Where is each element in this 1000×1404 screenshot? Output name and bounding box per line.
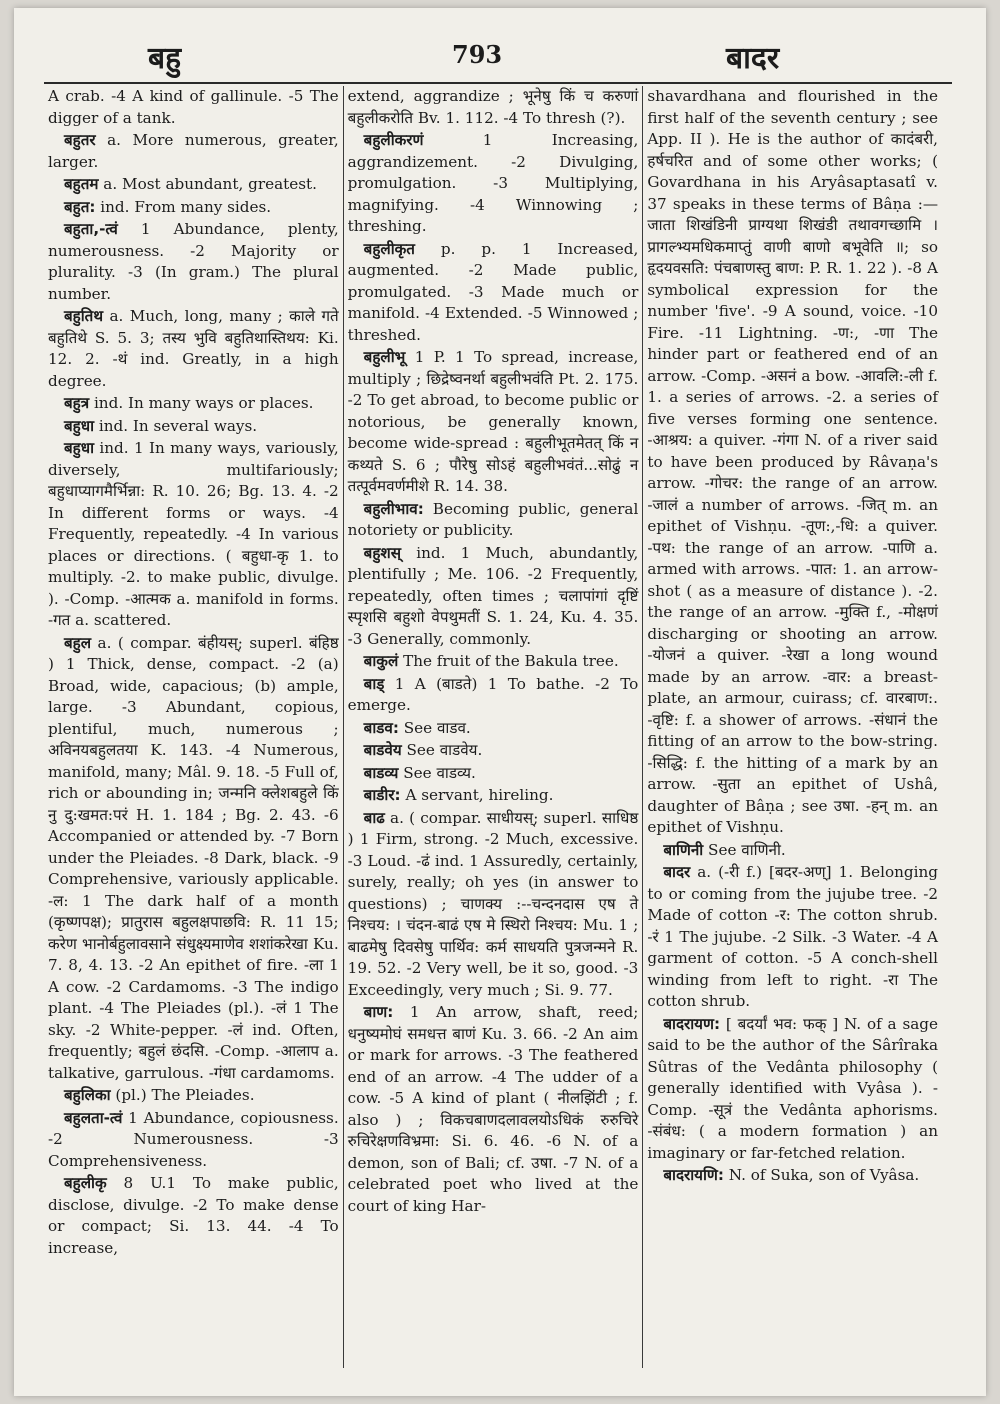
column-2 [343,86,643,1368]
dictionary-entry [647,840,938,862]
entry-headword: बहुधा [64,416,95,435]
page-number: 793 [452,40,503,69]
entry-definition: ind. In many ways or places. [89,394,314,412]
entry-headword: बहुलीकरणं [363,131,424,149]
dictionary-entry [48,1173,339,1259]
dictionary-entry [348,785,639,807]
entry-definition: ind. 1 Much, abundantly, plentifully ; Me. 106. -2 Frequently, repeatedly, often times ; चलापांगां दृष्टिं स्पृशसि बहुशो वेपथुमतीं S. 1. 24, Ku. 4. 35. -3 Generally, commonly. [347,543,639,648]
entry-headword: बाडव्य [363,763,399,782]
entry-definition: A crab. -4 A kind of gallinule. -5 The digger of a tank. [48,87,339,127]
entry-definition: [ बदर्यां भव: फक् ] N. of a sage said to be the author of the Sârîraka Sûtras of the Vedânta philosophy ( generally identified with Vyâsa ). -Comp. -सूत्रं the Vedânta aphorisms. -संबंध: ( a modern formation ) an imaginary or far-fetched relation. [647,1014,939,1162]
entry-definition: 1 Abundance, copiousness. -2 Numerousness. -3 Comprehensiveness. [48,1108,339,1170]
entry-definition: a. More numerous, greater, larger. [48,131,339,171]
entry-definition: The fruit of the Bakula tree. [398,652,619,670]
entry-definition: a. ( compar. साधीयस्; superl. साधिष्ठ ) 1 Firm, strong. -2 Much, excessive. -3 Loud. -ढं ind. 1 Assuredly, certainly, surely, really; oh yes (in answer to questions) ; चाणक्य :--चन्दनदास एष ते निश्चय: । चंदन-बाढं एष मे स्थिरो निश्चय: Mu. 1 ; बाढमेषु दिवसेषु पार्थिव: कर्म साधयति पुत्रजन्मने R. 19. 52. -2 Very well, be it so, good. -3 Exceedingly, very much ; Si. 9. 77. [347,808,639,999]
entry-headword: बाढ [363,808,385,827]
entry-headword: बाकुलं [363,652,399,670]
dictionary-entry [48,86,339,129]
entry-definition: shavardhana and flourished in the first half of the seventh century ; see App. II ). He is the author of कादंबरी, हर्षचरित and of some other works; ( Govardhana in his Aryâsaptasatî v. 37 speaks in these terms of Bâṇa :—जाता शिखंडिनी प्राग्यथा शिखंडी तथावगच्छामि । प्रागल्भ्यमधिकमाप्तुं वाणी बाणो बभूवेति ॥; so हृदयवसति: पंचबाणस्तु बाण: P. R. 1. 22 ). -8 A symbolical expression for the number 'five'. -9 A sound, voice. -10 Fire. -11 Lightning. -ण:, -णा The hinder part or feathered end of an arrow. -Comp. -असनं a bow. -आवलि:-ली f. 1. a series of arrows. -2. a series of five verses forming one sentence. -आश्रय: a quiver. -गंगा N. of a river said to have been produced by Râvaṇa's arrow. -गोचर: the range of an arrow. -जालं a number of arrows. -जित् m. an epithet of Vishṇu. -तूण:,-धि: a quiver. -पथ: the range of an arrow. -पाणि a. armed with arrows. -पात: 1. an arrow-shot ( as a measure of distance ). -2. the range of an arrow. -मुक्ति f., -मोक्षणं discharging or shooting an arrow. -योजनं a quiver. -रेखा a long wound made by an arrow. -वार: a breast-plate, an armour, cuirass; cf. वारबाण:. -वृष्टि: f. a shower of arrows. -संधानं the fitting of an arrow to the bow-string. -सिद्धि: f. the hitting of a mark by an arrow. -सुता an epithet of Ushâ, daughter of Bâṇa ; see उषा. -हन् m. an epithet of Vishṇu. [647,87,939,836]
entry-headword: बहुशस् [363,543,402,562]
entry-definition: A servant, hireling. [400,786,554,804]
entry-headword: बाण: [363,1003,394,1021]
left-running-headword: बहु [148,41,182,76]
dictionary-entry [348,86,639,129]
entry-headword: बहुलीकृ [64,1174,107,1192]
entry-definition: 8 U.1 To make public, disclose, divulge. -2 To make dense or compact; Si. 13. 44. -4 To increase, [48,1174,339,1257]
entry-headword: बहुलीभाव: [363,499,424,518]
dictionary-entry [348,130,639,238]
entry-headword: बहुतम [64,175,99,193]
entry-definition: (pl.) The Pleiades. [110,1086,255,1104]
entry-headword: बहुता,-त्वं [64,220,118,238]
entry-headword: बहुतिथ [64,307,104,325]
entry-definition: 1 P. 1 To spread, increase, multiply ; छिद्रेष्वनर्था बहुलीभवंति Pt. 2. 175. -2 To get abroad, to become public or notorious, be generally known, become wide-spread : बहुलीभूतमेतत् किं न कथ्यते S. 6 ; पौरेषु सोऽहं बहुलीभवंतं...सोढुं न तत्पूर्वमवर्णमीशे R. 14. 38. [347,348,639,495]
dictionary-entry [647,862,938,1013]
text-columns [44,86,942,1368]
dictionary-entry [48,130,339,173]
entry-definition: Becoming public, general notoriety or publicity. [347,499,639,539]
entry-definition: extend, aggrandize ; भूनेषु किं च करुणां बहुलीकरोति Bv. 1. 112. -4 To thresh (?). [347,87,639,127]
dictionary-entry [348,543,639,651]
entry-headword: बहुलीभू [363,348,406,366]
entry-headword: बहुत: [64,197,96,216]
dictionary-entry [348,499,639,542]
entry-definition: a. ( compar. बंहीयस्; superl. बंहिष्ठ ) 1 Thick, dense, compact. -2 (a) Broad, wide, capacious; (b) ample, large. -3 Abundant, copious, plentiful, much, numerous ; अविनयबहुलतया K. 143. -4 Numerous, manifold, many; Mâl. 9. 18. -5 Full of, rich or abounding in; जन्मनि क्लेशबहुले किं नु दु:खमत:परं H. 1. 184 ; Bg. 2. 43. -6 Accompanied or attended by. -7 Born under the Pleiades. -8 Dark, black. -9 Comprehensive, variously applicable. -ल: 1 The dark half of a month (कृष्णपक्ष); प्रातुरास बहुलक्षपाछवि: R. 11 15; करेण भानोर्बहुलावसाने संधुक्ष्यमाणेव शशांकरेखा Ku. 7. 8, 4. 13. -2 An epithet of fire. -ला 1 A cow. -2 Cardamoms. -3 The indigo plant. -4 The Pleiades (pl.). -लं 1 The sky. -2 White-pepper. -लं ind. Often, frequently; बहुलं छंदसि. -Comp. -आलाप a. talkative, garrulous. -गंधा cardamoms. [48,633,339,1082]
entry-headword: बादरायणि: [663,1166,724,1184]
entry-headword: बाडीर: [363,786,401,804]
entry-definition: See वाडवेय. [401,741,483,759]
page-header [14,8,986,84]
entry-headword: बहुलता-त्वं [64,1108,123,1127]
dictionary-entry [348,674,639,717]
dictionary-entry [647,1165,938,1187]
dictionary-page [14,8,986,1396]
entry-headword: बाडवेय [363,741,402,759]
entry-definition: ind. From many sides. [95,197,272,216]
entry-headword: बादर [663,863,691,881]
entry-definition: p. p. 1 Increased, augmented. -2 Made public, promulgated. -3 Made much or manifold. -4 Extended. -5 Winnowed ; threshed. [347,239,639,344]
entry-headword: बाडव: [363,718,399,737]
dictionary-entry [647,1014,938,1165]
dictionary-entry [348,740,639,762]
dictionary-entry [348,763,639,785]
dictionary-entry [348,718,639,740]
entry-definition: 1 An arrow, shaft, reed; धनुष्यमोघं समधत्त बाणं Ku. 3. 66. -2 An aim or mark for arrows. -3 The feathered end of an arrow. -4 The udder of a cow. -5 A kind of plant ( नीलझिंटी ; f. also ) ; विकचबाणदलावलयोऽधिकं रुरुचिरे रुचिरेक्षणविभ्रमा: Si. 6. 46. -6 N. of a demon, son of Bali; cf. उषा. -7 N. of a celebrated poet who lived at the court of king Har- [347,1003,639,1215]
dictionary-entry [48,174,339,196]
entry-headword: बहुत्र [64,394,90,412]
entry-headword: बहुधा [64,439,95,457]
dictionary-entry [48,1085,339,1107]
entry-headword: बादरायण: [663,1014,721,1033]
entry-definition: N. of Suka, son of Vyâsa. [723,1166,920,1184]
entry-definition: a. (-री f.) [बदर-अण्] 1. Belonging to or coming from the jujube tree. -2 Made of cotton -र: The cotton shrub. -रं 1 The jujube. -2 Silk. -3 Water. -4 A garment of cotton. -5 A conch-shell winding from left to right. -रा The cotton shrub. [647,863,939,1010]
entry-headword: बाड् [363,674,385,693]
entry-headword: बहुलिका [64,1086,111,1104]
entry-definition: a. Much, long, many ; काले गते बहुतिथे S. 5. 3; तस्य भुवि बहुतिथास्तिथय: Ki. 12. 2. -थं ind. Greatly, in a high degree. [48,307,339,390]
entry-headword: बाणिनी [663,840,704,859]
dictionary-entry [348,651,639,673]
entry-definition: 1 A (बाडते) 1 To bathe. -2 To emerge. [347,674,639,714]
right-running-headword: बादर [726,41,780,76]
dictionary-entry [48,633,339,1085]
column-3 [642,86,942,1368]
entry-headword: बहुतर [64,131,96,149]
dictionary-entry [348,347,639,498]
header-rule [44,82,952,84]
entry-definition: 1 Increasing, aggrandizement. -2 Divulging, promulgation. -3 Multiplying, magnifying. -4 Winnowing ; threshing. [347,131,639,235]
dictionary-entry [348,239,639,347]
entry-definition: ind. 1 In many ways, variously, diversely, multifariously; बहुधाप्यागमैर्भिन्ना: R. 10. 26; Bg. 13. 4. -2 In different forms or ways. -4 Frequently, repeatedly. -4 In various places or directions. ( बहुधा-कृ 1. to multiply. -2. to make public, divulge. ). -Comp. -आत्मक a. manifold in forms. -गत a. scattered. [48,439,339,629]
column-1 [44,86,343,1368]
dictionary-entry [348,808,639,1002]
entry-definition: a. Most abundant, greatest. [98,175,317,193]
dictionary-entry [48,197,339,219]
dictionary-entry [348,1002,639,1217]
entry-definition: See वाडव. [398,718,471,737]
dictionary-entry [48,416,339,438]
entry-definition: See वाणिनी. [703,840,786,859]
dictionary-entry [48,306,339,392]
dictionary-entry [48,438,339,632]
entry-definition: ind. In several ways. [94,416,258,435]
dictionary-entry [48,219,339,305]
dictionary-entry [48,393,339,415]
entry-headword: बहुल [64,633,92,652]
entry-definition: 1 Abundance, plenty, numerousness. -2 Majority or plurality. -3 (In gram.) The plural number. [48,220,339,303]
dictionary-entry [48,1108,339,1173]
dictionary-entry [647,86,938,839]
entry-headword: बहुलीकृत [363,239,415,258]
entry-definition: See वाडव्य. [398,763,476,782]
